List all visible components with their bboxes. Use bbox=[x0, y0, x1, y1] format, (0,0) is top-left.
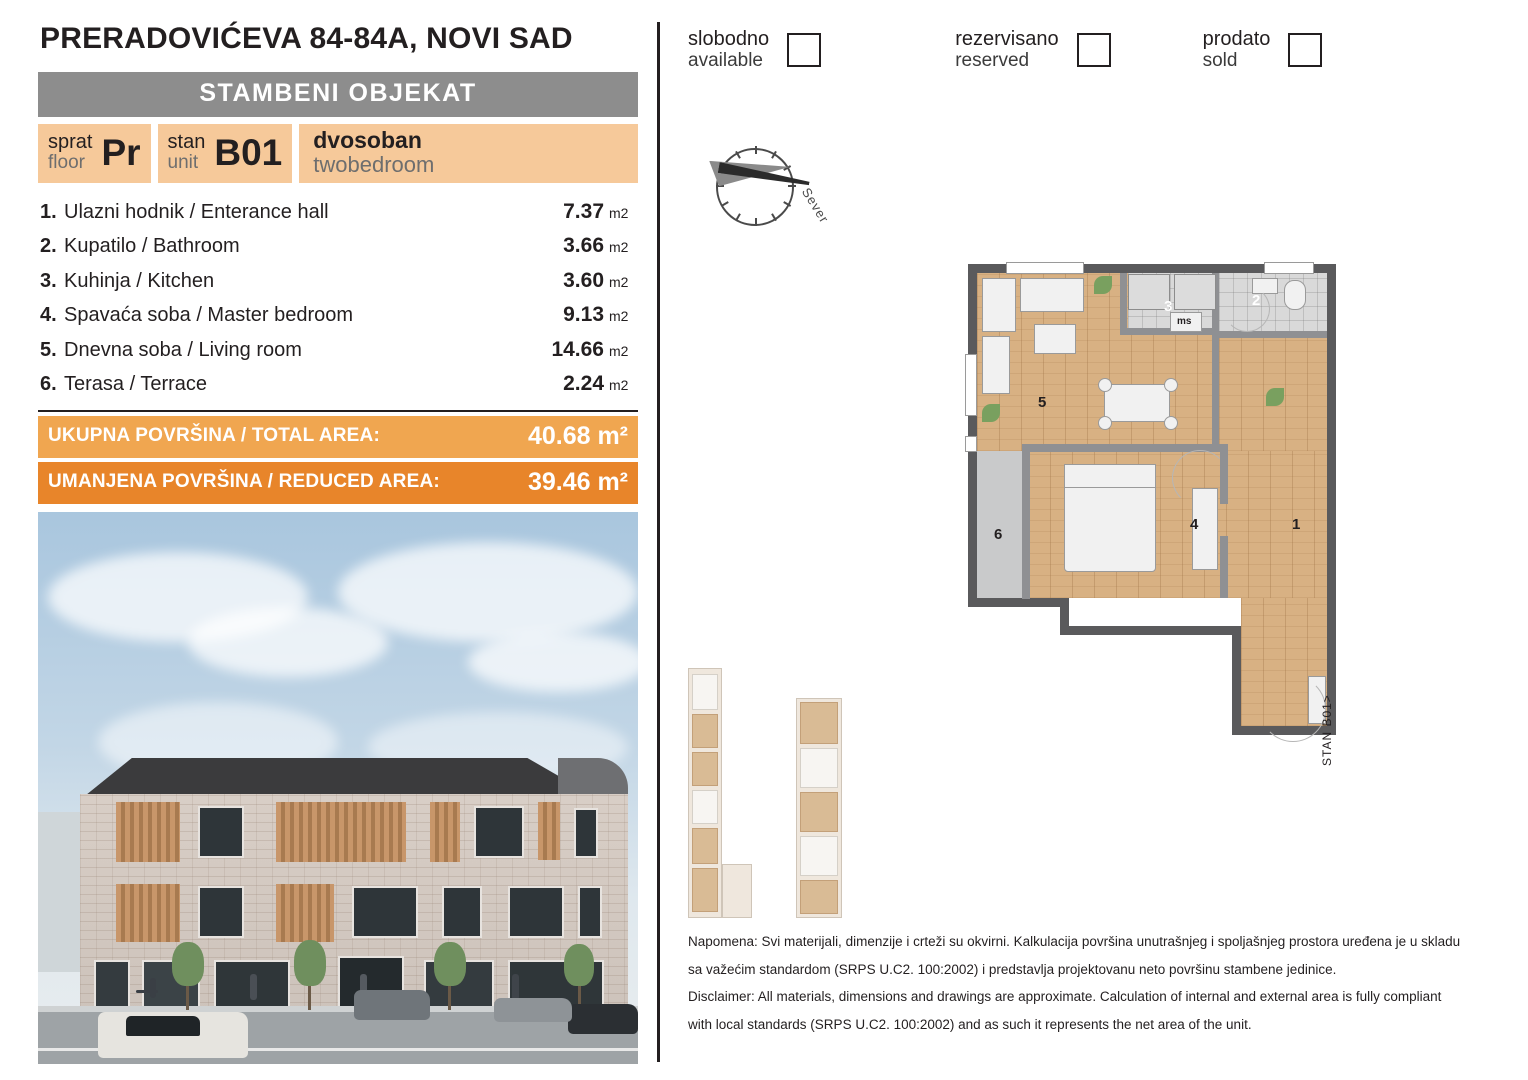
legend-label-en: sold bbox=[1202, 50, 1238, 72]
room-area-unit: m2 bbox=[609, 273, 629, 290]
room-index: 1. bbox=[40, 200, 57, 223]
interior-wall bbox=[1022, 444, 1030, 599]
table-row bbox=[38, 367, 638, 402]
legend-reserved-text bbox=[955, 28, 1058, 72]
legend-item-reserved bbox=[955, 28, 1110, 72]
room-area-unit: m2 bbox=[609, 377, 629, 394]
status-legend bbox=[688, 28, 1498, 72]
chair bbox=[1164, 416, 1178, 430]
window bbox=[198, 886, 244, 938]
floor-value: Pr bbox=[101, 131, 141, 173]
disclaimer-note bbox=[688, 928, 1488, 1039]
room-number-marker: 1 bbox=[1292, 516, 1301, 533]
floor-label-sr: sprat bbox=[48, 130, 93, 153]
table-row bbox=[38, 333, 638, 368]
table-row bbox=[38, 298, 638, 333]
room-name: Dnevna soba / Living room bbox=[64, 338, 302, 361]
car-window bbox=[126, 1016, 200, 1036]
unit-type-sr: dvosoban bbox=[313, 127, 422, 153]
window bbox=[508, 886, 564, 938]
room-schedule bbox=[38, 195, 638, 402]
toilet bbox=[1284, 280, 1306, 310]
tree bbox=[172, 942, 204, 986]
room-area-unit: m2 bbox=[609, 204, 629, 221]
legend-label-sr: prodato bbox=[1202, 28, 1271, 50]
person bbox=[150, 978, 156, 998]
chair bbox=[1098, 416, 1112, 430]
person bbox=[512, 974, 519, 1000]
floor-plan bbox=[968, 236, 1388, 766]
window-opening bbox=[965, 354, 977, 416]
window bbox=[578, 886, 602, 938]
window-opening bbox=[965, 436, 977, 452]
page-title: PRERADOVIĆEVA 84-84A, NOVI SAD bbox=[40, 22, 573, 55]
room-name: Ulazni hodnik / Enterance hall bbox=[64, 200, 329, 223]
legend-item-available bbox=[688, 28, 821, 72]
left-column bbox=[38, 22, 642, 1064]
room-area-unit: m2 bbox=[609, 342, 629, 359]
facade-louver bbox=[116, 884, 180, 942]
legend-item-sold bbox=[1203, 28, 1323, 72]
unit-value: B01 bbox=[214, 131, 283, 173]
person bbox=[250, 974, 257, 1000]
room-number-marker: 5 bbox=[1038, 394, 1047, 411]
table-row bbox=[38, 264, 638, 299]
unit-plan-label: STAN B01> bbox=[1320, 694, 1334, 766]
facade-louver bbox=[538, 802, 560, 860]
legend-swatch-available bbox=[787, 33, 821, 67]
car bbox=[354, 990, 430, 1020]
room-name: Kuhinja / Kitchen bbox=[64, 269, 215, 292]
tree bbox=[564, 944, 594, 986]
key-plan-unit bbox=[692, 868, 718, 912]
window-opening bbox=[1264, 262, 1314, 274]
disclaimer-line: Disclaimer: All materials, dimensions and drawings are approximate. Calculation of internal and external area is fully compliant bbox=[688, 989, 1442, 1005]
room-area: 14.66 bbox=[551, 337, 604, 361]
car bbox=[494, 998, 572, 1022]
plant bbox=[1266, 388, 1284, 406]
table-row bbox=[38, 229, 638, 264]
legend-label-sr: slobodno bbox=[688, 28, 770, 50]
total-area-label: UKUPNA POVRŠINA / TOTAL AREA: bbox=[48, 425, 380, 447]
legend-swatch-sold bbox=[1288, 33, 1322, 67]
chair bbox=[1164, 378, 1178, 392]
compass-rose-icon bbox=[700, 140, 833, 250]
facade-louver bbox=[276, 884, 334, 942]
chair bbox=[1098, 378, 1112, 392]
room-index: 3. bbox=[40, 269, 57, 292]
legend-label-sr: rezervisano bbox=[955, 28, 1059, 50]
window-opening bbox=[1006, 262, 1084, 274]
disclaimer-line: with local standards (SRPS U.C2. 100:2002) and as such it represents the net area of the unit. bbox=[688, 1017, 1252, 1033]
key-plan-unit bbox=[692, 674, 718, 710]
terrace-floor bbox=[977, 451, 1028, 598]
bicycle bbox=[136, 990, 158, 993]
bed-pillows bbox=[1064, 464, 1156, 488]
compass-ticks bbox=[722, 152, 790, 220]
key-plan-unit bbox=[692, 828, 718, 864]
unit-type-en: twobedroom bbox=[313, 151, 435, 177]
plant bbox=[982, 404, 1000, 422]
kitchen-sink bbox=[1174, 274, 1216, 310]
exterior-wall-bottom-left bbox=[968, 598, 1068, 607]
room-number-marker: 4 bbox=[1190, 516, 1199, 533]
room-number-marker: 6 bbox=[994, 526, 1003, 543]
key-plan-unit bbox=[692, 752, 718, 786]
interior-wall bbox=[1220, 536, 1228, 598]
armchair bbox=[982, 278, 1016, 332]
room-area: 7.37 bbox=[563, 199, 604, 223]
sideboard bbox=[982, 336, 1010, 394]
key-plan-unit bbox=[800, 748, 838, 788]
unit-label-en: unit bbox=[167, 151, 199, 173]
unit-label-sr: stan bbox=[167, 130, 206, 153]
room-name: Terasa / Terrace bbox=[64, 373, 208, 396]
door-swing bbox=[1172, 450, 1228, 506]
reduced-area-label: UMANJENA POVRŠINA / REDUCED AREA: bbox=[48, 471, 440, 493]
ground-floor-glazing bbox=[94, 960, 130, 1010]
room-area-unit: m2 bbox=[609, 308, 629, 325]
room-index: 5. bbox=[40, 338, 57, 361]
room-area: 3.66 bbox=[563, 234, 604, 258]
divider bbox=[38, 410, 638, 412]
floor-label-en: floor bbox=[48, 151, 85, 173]
total-area-band bbox=[38, 416, 638, 458]
room-number-marker: 2 bbox=[1252, 292, 1261, 309]
window bbox=[474, 806, 524, 858]
object-type-band: STAMBENI OBJEKAT bbox=[38, 72, 638, 117]
door-swing bbox=[1260, 676, 1326, 742]
reduced-area-value: 39.46 m² bbox=[527, 467, 628, 496]
unit-tag-row bbox=[38, 124, 638, 183]
unit-tag bbox=[158, 124, 293, 183]
key-plan-unit bbox=[800, 836, 838, 876]
key-plan-unit bbox=[800, 880, 838, 914]
window bbox=[352, 886, 418, 938]
floor-tag bbox=[38, 124, 151, 183]
legend-sold-text bbox=[1203, 28, 1271, 72]
room-index: 2. bbox=[40, 235, 57, 258]
site-key-plans bbox=[688, 668, 918, 918]
key-plan-unit-highlight bbox=[800, 702, 838, 744]
appliance-label: ms bbox=[1177, 316, 1192, 327]
room-index: 6. bbox=[40, 373, 57, 396]
compass-north-label: Sever bbox=[798, 185, 833, 226]
car bbox=[568, 1004, 638, 1034]
room-area: 2.24 bbox=[563, 372, 604, 396]
table-row bbox=[38, 195, 638, 230]
facade-louver bbox=[276, 802, 406, 862]
vertical-divider bbox=[657, 22, 660, 1062]
room-name: Kupatilo / Bathroom bbox=[64, 235, 240, 258]
floor-tag-labels bbox=[48, 132, 92, 173]
total-area-value: 40.68 m² bbox=[527, 421, 628, 450]
facade-louver bbox=[430, 802, 460, 862]
legend-swatch-reserved bbox=[1077, 33, 1111, 67]
key-plan-unit bbox=[692, 714, 718, 748]
interior-wall bbox=[1120, 273, 1127, 333]
exterior-wall-bottom-mid bbox=[1060, 626, 1240, 635]
room-area: 3.60 bbox=[563, 268, 604, 292]
legend-label-en: reserved bbox=[955, 50, 1030, 72]
reduced-area-band bbox=[38, 462, 638, 504]
door-swing bbox=[1224, 286, 1270, 332]
key-plan-unit bbox=[692, 790, 718, 824]
window bbox=[198, 806, 244, 858]
dining-table bbox=[1104, 384, 1170, 422]
right-column bbox=[688, 28, 1498, 1033]
tree bbox=[434, 942, 466, 986]
building-rendering bbox=[38, 512, 638, 1064]
exterior-wall-inner-right bbox=[1232, 626, 1241, 734]
room-name: Spavaća soba / Master bedroom bbox=[64, 304, 354, 327]
unit-tag-labels bbox=[168, 132, 206, 173]
coffee-table bbox=[1034, 324, 1076, 354]
exterior-wall-right bbox=[1327, 264, 1336, 734]
window bbox=[574, 808, 598, 858]
facade-louver bbox=[116, 802, 180, 862]
disclaimer-line: Napomena: Svi materijali, dimenzije i crteži su okvirni. Kalkulacija površina unutrašnjeg i spoljašnjeg prostora uređena je u skladu bbox=[688, 934, 1461, 949]
room-index: 4. bbox=[40, 304, 57, 327]
sofa bbox=[1020, 278, 1084, 312]
unit-type-tag bbox=[299, 124, 638, 183]
legend-available-text bbox=[688, 28, 769, 72]
room-area-unit: m2 bbox=[609, 239, 629, 256]
interior-wall bbox=[1212, 331, 1327, 338]
window bbox=[442, 886, 482, 938]
cloud-shape bbox=[468, 632, 638, 692]
room-area: 9.13 bbox=[563, 303, 604, 327]
disclaimer-line: sa važećim standardom (SRPS U.C2. 100:2002) i predstavlja projektovanu neto površinu stambene jedinice. bbox=[688, 961, 1337, 977]
key-plan-wing bbox=[722, 864, 752, 918]
room-number-marker: 3 bbox=[1164, 298, 1173, 315]
plant bbox=[1094, 276, 1112, 294]
key-plan-unit bbox=[800, 792, 838, 832]
tree bbox=[294, 940, 326, 986]
legend-label-en: available bbox=[688, 50, 763, 72]
cloud-shape bbox=[338, 542, 638, 642]
